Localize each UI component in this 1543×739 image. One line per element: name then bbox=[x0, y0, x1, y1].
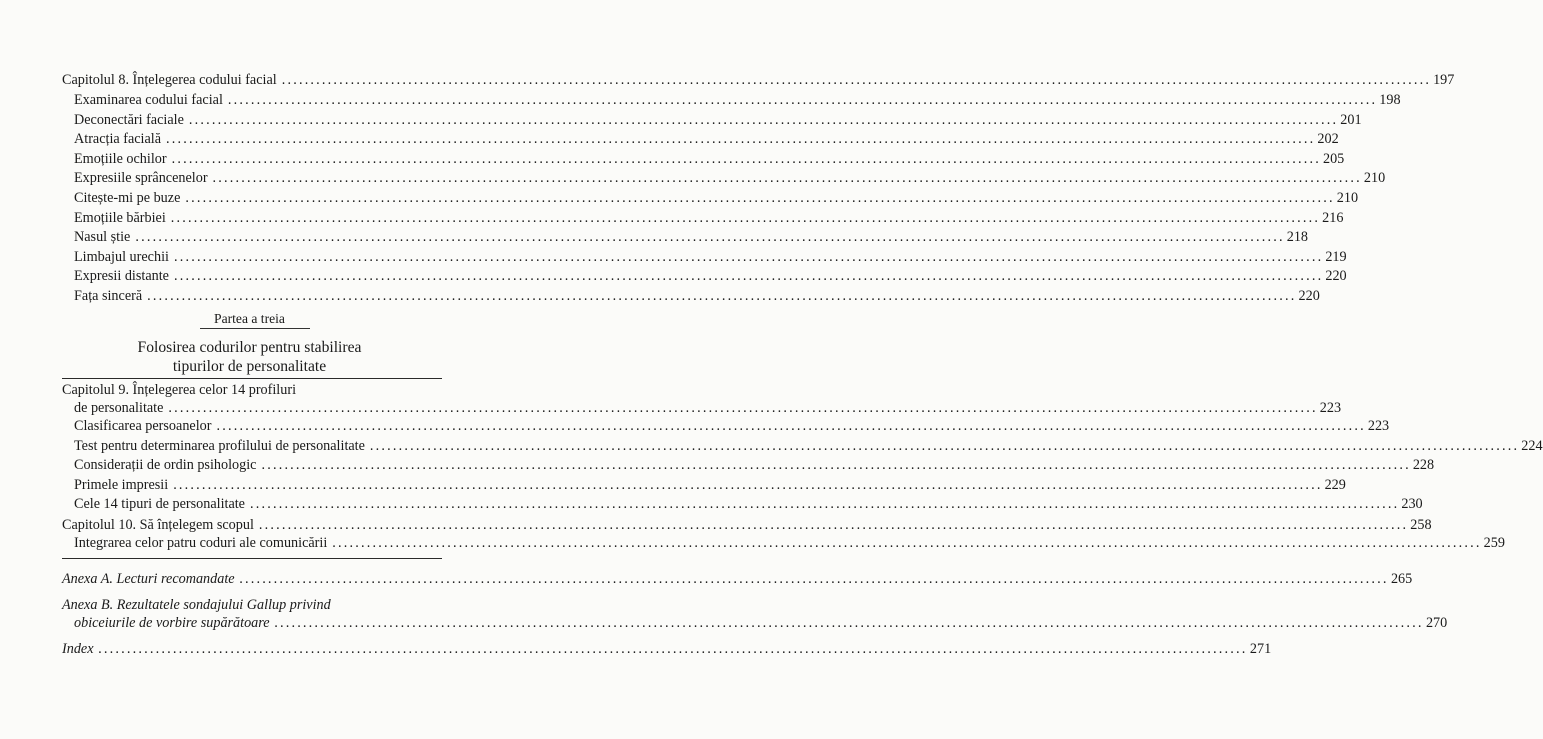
toc-entry-ch9-line2[interactable] bbox=[0, 399, 1342, 417]
index-title: Index bbox=[62, 641, 94, 657]
page-number: 202 bbox=[1317, 131, 1339, 148]
toc-subentry[interactable] bbox=[0, 267, 1347, 285]
subentry-title: Examinarea codului facial bbox=[74, 92, 223, 108]
leader-dots: ........................................................................................................................................................................................................ bbox=[147, 288, 1297, 304]
toc-subentry[interactable] bbox=[0, 169, 1386, 187]
page-number: 197 bbox=[1433, 72, 1455, 88]
page-number: 205 bbox=[1322, 150, 1345, 167]
toc-entry-annex-b-line2[interactable] bbox=[0, 614, 1448, 632]
page-number: 210 bbox=[1363, 170, 1386, 187]
toc-entry-annex-b-line1[interactable] bbox=[0, 596, 499, 614]
page-number: 216 bbox=[1322, 209, 1344, 226]
subentry-title: Atracția facială bbox=[74, 131, 162, 148]
leader-dots: ........................................................................................................................................................................................................ bbox=[216, 418, 1366, 434]
leader-dots: ........................................................................................................................................................................................................ bbox=[170, 209, 1321, 226]
toc-entry-ch10[interactable] bbox=[0, 516, 1432, 534]
leader-dots: ........................................................................................................................................................................................................ bbox=[332, 535, 1482, 551]
toc-entry-ch9-line1[interactable] bbox=[0, 381, 499, 399]
page-number: 218 bbox=[1286, 229, 1309, 246]
subentry-title: Test pentru determinarea profilului de personalitate bbox=[74, 437, 365, 454]
leader-dots: ........................................................................................................................................................................................................ bbox=[281, 72, 1432, 88]
subentry-title: Citește-mi pe buze bbox=[74, 190, 181, 206]
toc-subentry[interactable] bbox=[0, 287, 1320, 305]
leader-dots: ........................................................................................................................................................................................................ bbox=[171, 150, 1321, 167]
page-number: 219 bbox=[1325, 248, 1347, 265]
page-number: 220 bbox=[1298, 288, 1320, 304]
page-number: 220 bbox=[1325, 268, 1347, 285]
toc-subentry[interactable] bbox=[0, 209, 1344, 227]
toc-subentry[interactable] bbox=[0, 111, 1362, 129]
toc-subentry[interactable] bbox=[0, 417, 1390, 435]
leader-dots: ........................................................................................................................................................................................................ bbox=[249, 496, 1400, 513]
subentry-title: Limbajul urechii bbox=[74, 248, 169, 265]
subentry-title: Expresiile sprâncenelor bbox=[74, 170, 208, 187]
subentry-title: Emoțiile bărbiei bbox=[74, 209, 166, 226]
page-number: 223 bbox=[1319, 400, 1342, 416]
section-rule bbox=[62, 558, 442, 559]
subentry-title: Clasificarea persoanelor bbox=[74, 418, 212, 434]
leader-dots: ........................................................................................................................................................................................................ bbox=[188, 111, 1339, 128]
leader-dots: ........................................................................................................................................................................................................ bbox=[173, 248, 1324, 265]
part-divider bbox=[200, 328, 310, 329]
page-number: 198 bbox=[1379, 92, 1401, 108]
page-number: 265 bbox=[1390, 571, 1413, 587]
leader-dots: ........................................................................................................................................................................................................ bbox=[173, 476, 1323, 493]
toc-subentry[interactable] bbox=[0, 534, 1505, 552]
part-label: Partea a treia bbox=[214, 311, 285, 326]
toc-subentry[interactable] bbox=[0, 130, 1339, 148]
subentry-title: Considerații de ordin psihologic bbox=[74, 457, 257, 474]
leader-dots: ........................................................................................................................................................................................................ bbox=[212, 170, 1362, 187]
page-number: 228 bbox=[1412, 457, 1435, 474]
part-title-line-2: tipurilor de personalitate bbox=[172, 358, 327, 375]
leader-dots: ........................................................................................................................................................................................................ bbox=[258, 517, 1409, 533]
chapter-title: Capitolul 10. Să înțelegem scopul bbox=[62, 517, 254, 533]
toc-subentry[interactable] bbox=[0, 228, 1309, 246]
leader-dots: ........................................................................................................................................................................................................ bbox=[173, 268, 1324, 285]
section-rule bbox=[62, 378, 442, 379]
leader-dots: ........................................................................................................................................................................................................ bbox=[98, 641, 1248, 657]
subentry-title: Expresii distante bbox=[74, 268, 169, 285]
chapter-title-continued: de personalitate bbox=[74, 400, 164, 416]
annex-title: Anexa A. Lecturi recomandate bbox=[62, 571, 235, 587]
toc-subentry[interactable] bbox=[0, 495, 1423, 513]
leader-dots: ........................................................................................................................................................................................................ bbox=[239, 571, 1389, 587]
annex-title: Anexa B. Rezultatele sondajului Gallup privind bbox=[62, 597, 331, 613]
subentry-title: Cele 14 tipuri de personalitate bbox=[74, 496, 245, 513]
subentry-title: Deconectări faciale bbox=[74, 111, 184, 128]
leader-dots: ........................................................................................................................................................................................................ bbox=[227, 92, 1378, 108]
page-number: 223 bbox=[1367, 418, 1390, 434]
toc-subentry[interactable] bbox=[0, 248, 1347, 266]
toc-subentry[interactable] bbox=[0, 476, 1346, 494]
toc-subentry[interactable] bbox=[0, 437, 1543, 455]
toc-subentry[interactable] bbox=[0, 456, 1435, 474]
part-title-line-1: Folosirea codurilor pentru stabilirea bbox=[137, 339, 362, 356]
page-number: 201 bbox=[1340, 111, 1362, 128]
subentry-title: Integrarea celor patru coduri ale comunicării bbox=[74, 535, 328, 551]
page-number: 259 bbox=[1483, 535, 1505, 551]
chapter-title: Capitolul 9. Înțelegerea celor 14 profiluri bbox=[62, 382, 297, 398]
annex-title-continued: obiceiurile de vorbire supărătoare bbox=[74, 615, 270, 631]
subentry-title: Emoțiile ochilor bbox=[74, 150, 167, 167]
toc-subentry[interactable] bbox=[0, 189, 1359, 207]
subentry-title: Fața sinceră bbox=[74, 288, 143, 304]
leader-dots: ........................................................................................................................................................................................................ bbox=[185, 190, 1335, 206]
page-number: 230 bbox=[1401, 496, 1423, 513]
leader-dots: ........................................................................................................................................................................................................ bbox=[166, 131, 1316, 148]
leader-dots: ........................................................................................................................................................................................................ bbox=[135, 229, 1285, 246]
toc-entry-ch8[interactable] bbox=[0, 71, 1455, 89]
subentry-title: Primele impresii bbox=[74, 476, 169, 493]
leader-dots: ........................................................................................................................................................................................................ bbox=[168, 400, 1318, 416]
page-number: 271 bbox=[1249, 641, 1272, 657]
leader-dots: ........................................................................................................................................................................................................ bbox=[274, 615, 1424, 631]
toc-entry-index[interactable] bbox=[0, 640, 1272, 658]
toc-subentry[interactable] bbox=[0, 150, 1345, 168]
toc-subentry[interactable] bbox=[0, 91, 1401, 109]
page-number: 224 bbox=[1521, 437, 1543, 454]
subentry-title: Nasul știe bbox=[74, 229, 131, 246]
page-number: 229 bbox=[1324, 476, 1346, 493]
chapter-title: Capitolul 8. Înțelegerea codului facial bbox=[62, 72, 277, 88]
page-number: 210 bbox=[1336, 190, 1359, 206]
leader-dots: ........................................................................................................................................................................................................ bbox=[369, 437, 1520, 454]
toc-entry-annex-a[interactable] bbox=[0, 570, 1413, 588]
leader-dots: ........................................................................................................................................................................................................ bbox=[261, 457, 1411, 474]
page-number: 258 bbox=[1410, 517, 1432, 533]
page-number: 270 bbox=[1425, 615, 1448, 631]
